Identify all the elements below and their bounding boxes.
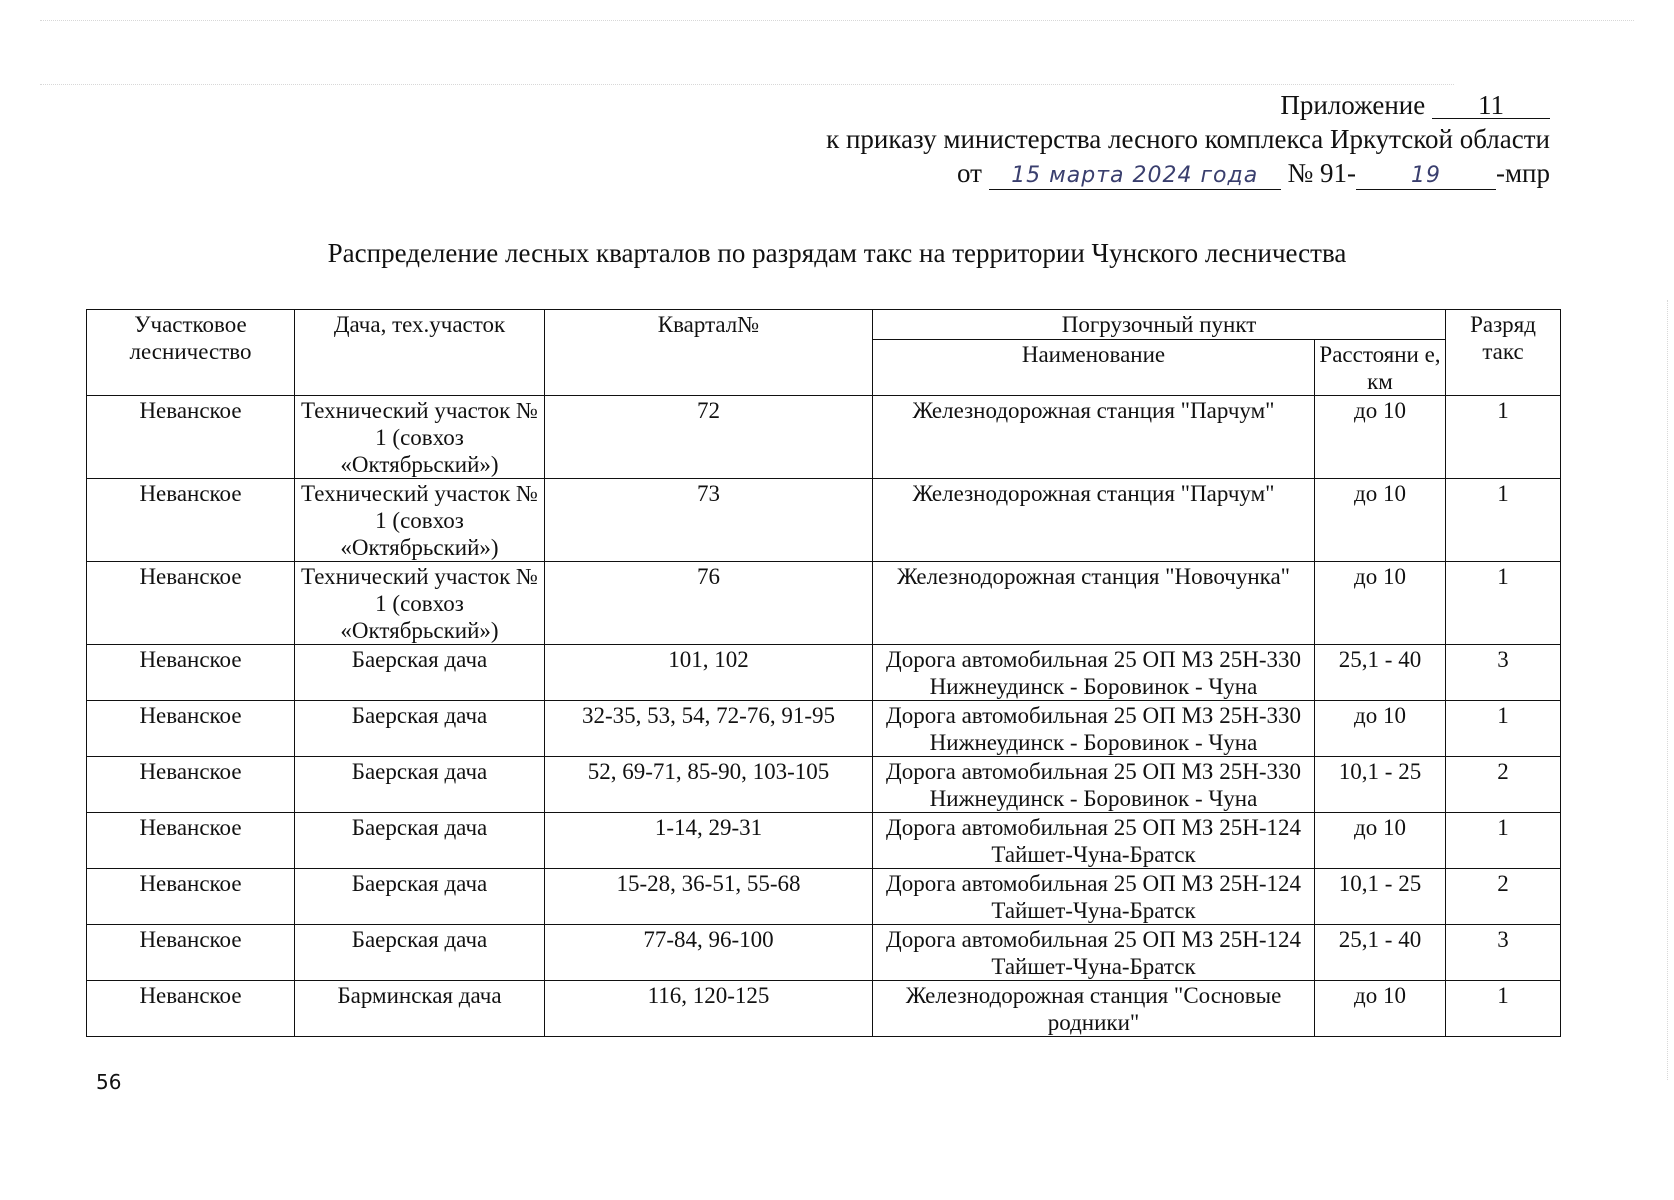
cell-dacha: Барминская дача: [295, 981, 545, 1037]
cell-loading-point-name: Дорога автомобильная 25 ОП МЗ 25Н-124 Тайшет-Чуна-Братск: [873, 925, 1315, 981]
date-prefix: от: [957, 158, 982, 188]
cell-loading-point-name: Дорога автомобильная 25 ОП МЗ 25Н-330 Нижнеудинск - Боровинок - Чуна: [873, 757, 1315, 813]
cell-loading-point-name: Железнодорожная станция "Сосновые родники": [873, 981, 1315, 1037]
cell-distance: до 10: [1315, 396, 1446, 479]
cell-distance: 25,1 - 40: [1315, 925, 1446, 981]
scan-artifact-line: [1667, 300, 1668, 1080]
cell-distance: до 10: [1315, 981, 1446, 1037]
forest-quarters-table: [86, 309, 1561, 1037]
cell-rate: 1: [1446, 981, 1561, 1037]
cell-loading-point-name: Дорога автомобильная 25 ОП МЗ 25Н-330 Нижнеудинск - Боровинок - Чуна: [873, 645, 1315, 701]
cell-dacha: Баерская дача: [295, 757, 545, 813]
cell-forestry: Неванское: [87, 925, 295, 981]
table-row: [87, 701, 1561, 757]
order-date-number-line: [826, 156, 1550, 190]
cell-dacha: Баерская дача: [295, 925, 545, 981]
cell-dacha: Баерская дача: [295, 645, 545, 701]
table-row: [87, 479, 1561, 562]
cell-kvartal: 116, 120-125: [545, 981, 873, 1037]
cell-dacha: Технический участок № 1 (совхоз «Октябрьский»): [295, 479, 545, 562]
cell-distance: до 10: [1315, 813, 1446, 869]
cell-kvartal: 77-84, 96-100: [545, 925, 873, 981]
column-header-rate: Разряд такс: [1446, 310, 1561, 396]
table-row: [87, 562, 1561, 645]
handwritten-number: 19: [1356, 163, 1496, 190]
appendix-header: [826, 88, 1550, 190]
cell-rate: 2: [1446, 757, 1561, 813]
number-suffix: -мпр: [1495, 158, 1550, 188]
cell-distance: до 10: [1315, 562, 1446, 645]
scan-artifact-line: [40, 84, 1454, 85]
cell-loading-point-name: Железнодорожная станция "Парчум": [873, 396, 1315, 479]
cell-kvartal: 15-28, 36-51, 55-68: [545, 869, 873, 925]
cell-forestry: Неванское: [87, 479, 295, 562]
table-row: [87, 645, 1561, 701]
cell-kvartal: 101, 102: [545, 645, 873, 701]
cell-dacha: Баерская дача: [295, 701, 545, 757]
scan-artifact-line: [40, 20, 1634, 21]
appendix-line: [826, 88, 1550, 122]
cell-kvartal: 32-35, 53, 54, 72-76, 91-95: [545, 701, 873, 757]
cell-forestry: Неванское: [87, 562, 295, 645]
cell-rate: 1: [1446, 562, 1561, 645]
cell-forestry: Неванское: [87, 701, 295, 757]
appendix-number: 11: [1432, 92, 1550, 119]
cell-forestry: Неванское: [87, 645, 295, 701]
cell-distance: 10,1 - 25: [1315, 869, 1446, 925]
column-header-forestry: Участковое лесничество: [87, 310, 295, 396]
column-header-loading-point: Погрузочный пункт: [873, 310, 1446, 340]
table-row: [87, 757, 1561, 813]
cell-dacha: Баерская дача: [295, 869, 545, 925]
cell-forestry: Неванское: [87, 813, 295, 869]
appendix-label: Приложение: [1280, 90, 1426, 120]
cell-kvartal: 76: [545, 562, 873, 645]
cell-rate: 1: [1446, 396, 1561, 479]
cell-forestry: Неванское: [87, 981, 295, 1037]
table-row: [87, 813, 1561, 869]
column-header-dacha: Дача, тех.участок: [295, 310, 545, 396]
cell-distance: до 10: [1315, 701, 1446, 757]
cell-loading-point-name: Дорога автомобильная 25 ОП МЗ 25Н-124 Тайшет-Чуна-Братск: [873, 813, 1315, 869]
handwritten-date: 15 марта 2024 года: [989, 163, 1281, 190]
cell-forestry: Неванское: [87, 757, 295, 813]
table-header-row: [87, 310, 1561, 340]
cell-distance: 25,1 - 40: [1315, 645, 1446, 701]
cell-loading-point-name: Дорога автомобильная 25 ОП МЗ 25Н-330 Нижнеудинск - Боровинок - Чуна: [873, 701, 1315, 757]
cell-dacha: Технический участок № 1 (совхоз «Октябрьский»): [295, 562, 545, 645]
cell-rate: 1: [1446, 813, 1561, 869]
table-row: [87, 981, 1561, 1037]
cell-forestry: Неванское: [87, 396, 295, 479]
cell-kvartal: 72: [545, 396, 873, 479]
cell-rate: 2: [1446, 869, 1561, 925]
number-prefix: № 91-: [1287, 158, 1356, 188]
cell-kvartal: 52, 69-71, 85-90, 103-105: [545, 757, 873, 813]
cell-kvartal: 1-14, 29-31: [545, 813, 873, 869]
table-row: [87, 925, 1561, 981]
document-title: Распределение лесных кварталов по разрядам такс на территории Чунского лесничества: [327, 238, 1347, 268]
cell-loading-point-name: Железнодорожная станция "Парчум": [873, 479, 1315, 562]
order-line: к приказу министерства лесного комплекса Иркутской области: [826, 124, 1550, 154]
cell-loading-point-name: Железнодорожная станция "Новочунка": [873, 562, 1315, 645]
cell-rate: 3: [1446, 925, 1561, 981]
cell-dacha: Технический участок № 1 (совхоз «Октябрьский»): [295, 396, 545, 479]
cell-distance: до 10: [1315, 479, 1446, 562]
cell-dacha: Баерская дача: [295, 813, 545, 869]
table-row: [87, 396, 1561, 479]
column-header-distance: Расстояни е, км: [1315, 340, 1446, 396]
cell-forestry: Неванское: [87, 869, 295, 925]
column-header-kvartal: Квартал№: [545, 310, 873, 396]
table-row: [87, 869, 1561, 925]
cell-rate: 1: [1446, 701, 1561, 757]
cell-rate: 3: [1446, 645, 1561, 701]
cell-kvartal: 73: [545, 479, 873, 562]
page-number: 56: [96, 1070, 122, 1094]
cell-loading-point-name: Дорога автомобильная 25 ОП МЗ 25Н-124 Тайшет-Чуна-Братск: [873, 869, 1315, 925]
cell-distance: 10,1 - 25: [1315, 757, 1446, 813]
cell-rate: 1: [1446, 479, 1561, 562]
column-header-name: Наименование: [873, 340, 1315, 396]
